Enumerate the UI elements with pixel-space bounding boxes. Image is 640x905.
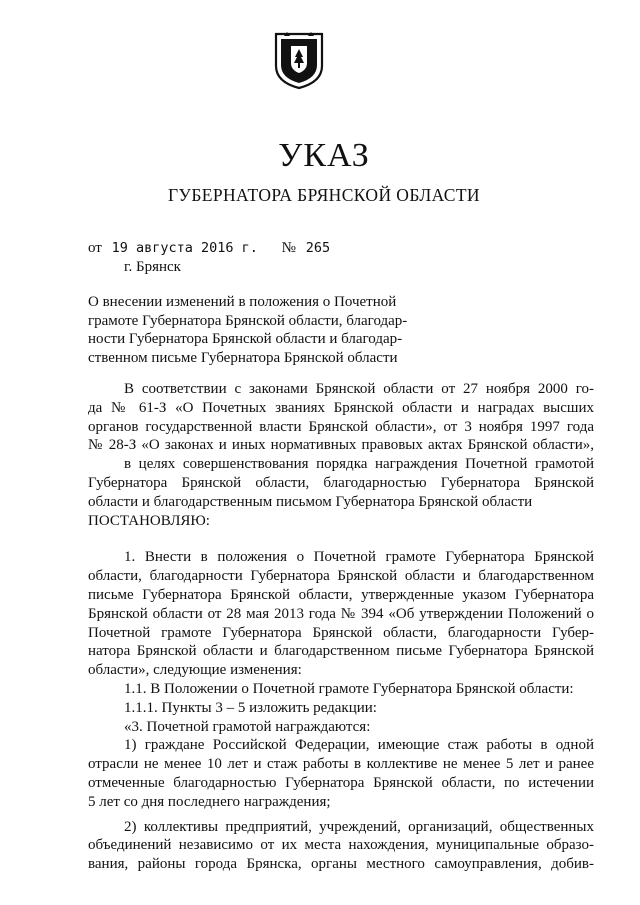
body-line: отрасли не менее 10 лет и стаж работы в коллективе не менее 5 лет и ранее	[88, 756, 594, 773]
number-value: 265	[305, 240, 331, 256]
body-line: Губернатора Брянской области, благодарностью Губернатора Брянской	[88, 474, 594, 491]
subject-line: грамоте Губернатора Брянской области, благодар-	[88, 312, 408, 329]
body-line: письме Губернатора Брянской области, утвержденные указом Губернатора	[88, 586, 594, 603]
subject-line: ности Губернатора Брянской области и благодар-	[88, 331, 403, 348]
document-subtitle: ГУБЕРНАТОРА БРЯНСКОЙ ОБЛАСТИ	[168, 185, 480, 205]
body-line: 2) коллективы предприятий, учреждений, организаций, общественных	[124, 818, 594, 835]
body-line: области и благодарственным письмом Губернатора Брянской области	[88, 493, 533, 510]
body-line: области, благодарности Губернатора Брянской области и благодарственном	[88, 568, 594, 585]
city: г. Брянск	[124, 259, 181, 275]
body-line: органов государственной власти Брянской области», от 3 ноября 1997 года	[88, 418, 594, 435]
date-value: 19 августа 2016 г.	[111, 240, 258, 256]
body-line: Почетной грамоте Губернатора Брянской области, благодарности Губер-	[88, 624, 594, 641]
date-line	[88, 238, 330, 258]
body-line: 5 лет со дня последнего награждения;	[88, 793, 331, 810]
item-1-1: 1.1. В Положении о Почетной грамоте Губернатора Брянской области:	[124, 680, 574, 697]
coat-of-arms-emblem	[273, 30, 325, 90]
item-1	[88, 548, 594, 680]
document-title: УКАЗ	[278, 137, 370, 174]
date-prefix: от	[88, 240, 102, 256]
body-line: да № 61-З «О Почетных званиях Брянской области и наградах высших	[88, 399, 594, 416]
item-1-1-1: 1.1.1. Пункты 3 – 5 изложить редакции:	[124, 699, 377, 716]
subitem-2	[88, 818, 594, 874]
body-line: В соответствии с законами Брянской области от 27 ноября 2000 го-	[124, 381, 594, 397]
preamble	[88, 380, 594, 530]
subitem-1	[88, 736, 594, 811]
body-line: отмеченные благодарностью Губернатора Брянской области, по истечении	[88, 774, 594, 791]
body-line: Брянской области от 28 мая 2013 года № 394 «Об утверждении Положений о	[88, 605, 594, 622]
body-line: 1) граждане Российской Федерации, имеющие стаж работы в одной	[124, 737, 594, 754]
subject-block	[88, 293, 418, 368]
body-line: в целях совершенствования порядка награждения Почетной грамотой	[124, 456, 594, 473]
quote-start: «3. Почетной грамотой награждаются:	[124, 718, 371, 735]
body-line: ПОСТАНОВЛЯЮ:	[88, 512, 210, 529]
document-body	[88, 380, 594, 874]
number-label: №	[281, 240, 296, 256]
subject-line: ственном письме Губернатора Брянской области	[88, 350, 398, 367]
body-line: натора Брянской области и благодарственном письме Губернатора Брянской	[88, 643, 594, 660]
body-line: № 28-З «О законах и иных нормативных правовых актах Брянской области»,	[88, 437, 594, 454]
body-line: 1. Внести в положения о Почетной грамоте Губернатора Брянской	[124, 549, 594, 566]
body-line: вания, районы города Брянска, органы местного самоуправления, добив-	[88, 856, 594, 873]
subject-line: О внесении изменений в положения о Почетной	[88, 294, 397, 310]
body-line: области», следующие изменения:	[88, 662, 302, 679]
body-line: объединений независимо от их места нахождения, муниципальные образо-	[88, 837, 594, 854]
